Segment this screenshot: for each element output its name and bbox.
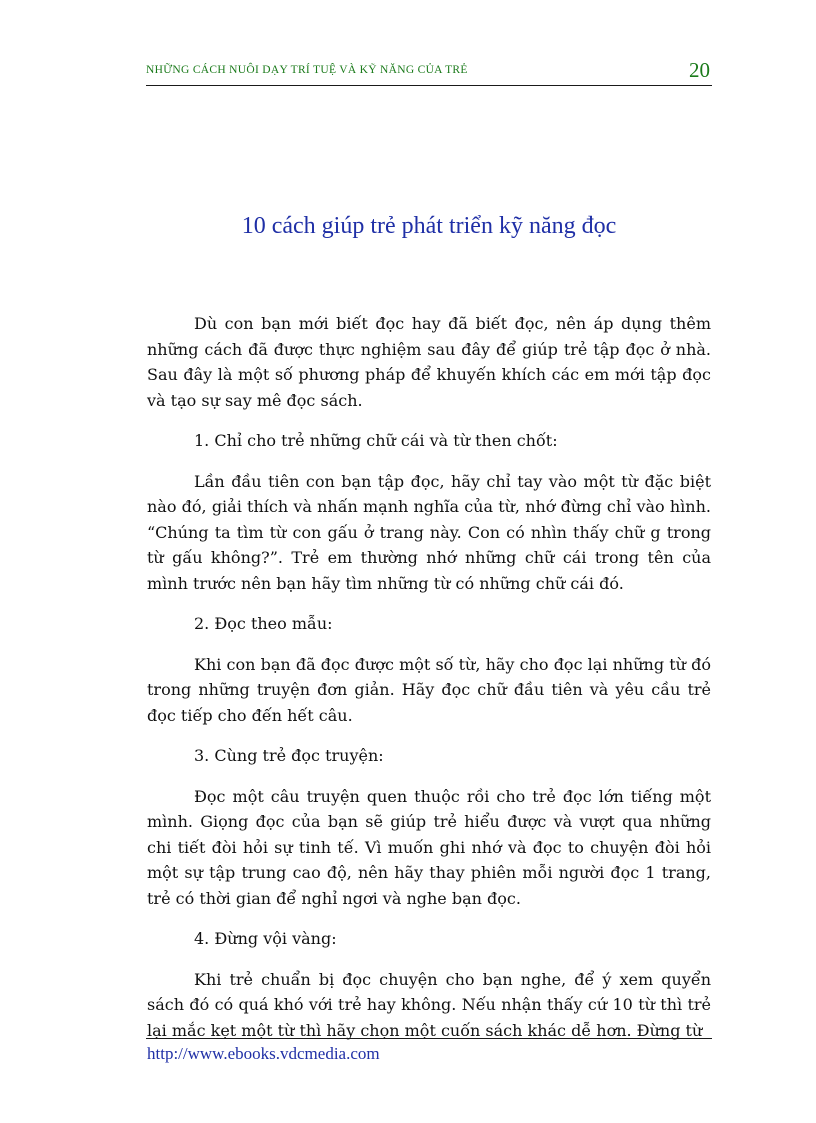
item-paragraph-1: Lần đầu tiên con bạn tập đọc, hãy chỉ tay vào một từ đặc biệt nào đó, giải thích và nhấn mạnh nghĩa của từ, nhớ đừng chỉ vào hình. “Chúng ta tìm từ con gấu ở trang này. Con có nhìn thấy chữ g trong từ gấu không?”. Trẻ em thường nhớ những chữ cái trong tên của mình trước nên bạn hãy tìm những từ có những chữ cái đó.	[147, 471, 711, 593]
item-heading-2: 2. Đọc theo mẫu:	[194, 614, 333, 633]
item-paragraph-4: Khi trẻ chuẩn bị đọc chuyện cho bạn nghe, để ý xem quyển sách đó có quá khó với trẻ hay không. Nếu nhận thấy cứ 10 từ thì trẻ lại mắc kẹt một từ thì hãy chọn một cuốn sách khác dễ hơn. Đừng từ	[147, 969, 711, 1040]
page-number: 20	[689, 58, 710, 82]
chapter-title: 10 cách giúp trẻ phát triển kỹ năng đọc	[241, 213, 617, 239]
header-rule	[146, 85, 712, 86]
footer-rule	[146, 1038, 712, 1039]
running-title: NHỮNG CÁCH NUÔI DẠY TRÍ TUỆ VÀ KỸ NĂNG CỦA TRẺ	[146, 64, 468, 76]
intro-paragraph: Dù con bạn mới biết đọc hay đã biết đọc, nên áp dụng thêm những cách đã được thực nghiệm sau đây để giúp trẻ tập đọc ở nhà. Sau đây là một số phương pháp để khuyến khích các em mới tập đọc và tạo sự say mê đọc sách.	[147, 314, 711, 410]
body-text	[147, 311, 711, 1058]
page-header	[146, 60, 712, 84]
item-heading-4: 4. Đừng vội vàng:	[194, 929, 337, 948]
item-heading-1: 1. Chỉ cho trẻ những chữ cái và từ then chốt:	[194, 431, 558, 450]
item-paragraph-3: Đọc một câu truyện quen thuộc rồi cho trẻ đọc lớn tiếng một mình. Giọng đọc của bạn sẽ giúp trẻ hiểu được và vượt qua những chi tiết đòi hỏi sự tinh tế. Vì muốn ghi nhớ và đọc to chuyện đòi hỏi một sự tập trung cao độ, nên hãy thay phiên mỗi người đọc 1 trang, trẻ có thời gian để nghỉ ngơi và nghe bạn đọc.	[147, 786, 711, 908]
item-paragraph-2: Khi con bạn đã đọc được một số từ, hãy cho đọc lại những từ đó trong những truyện đơn giản. Hãy đọc chữ đầu tiên và yêu cầu trẻ đọc tiếp cho đến hết câu.	[147, 654, 711, 725]
footer-link[interactable]: http://www.ebooks.vdcmedia.com	[147, 1044, 380, 1063]
item-heading-3: 3. Cùng trẻ đọc truyện:	[194, 746, 384, 765]
